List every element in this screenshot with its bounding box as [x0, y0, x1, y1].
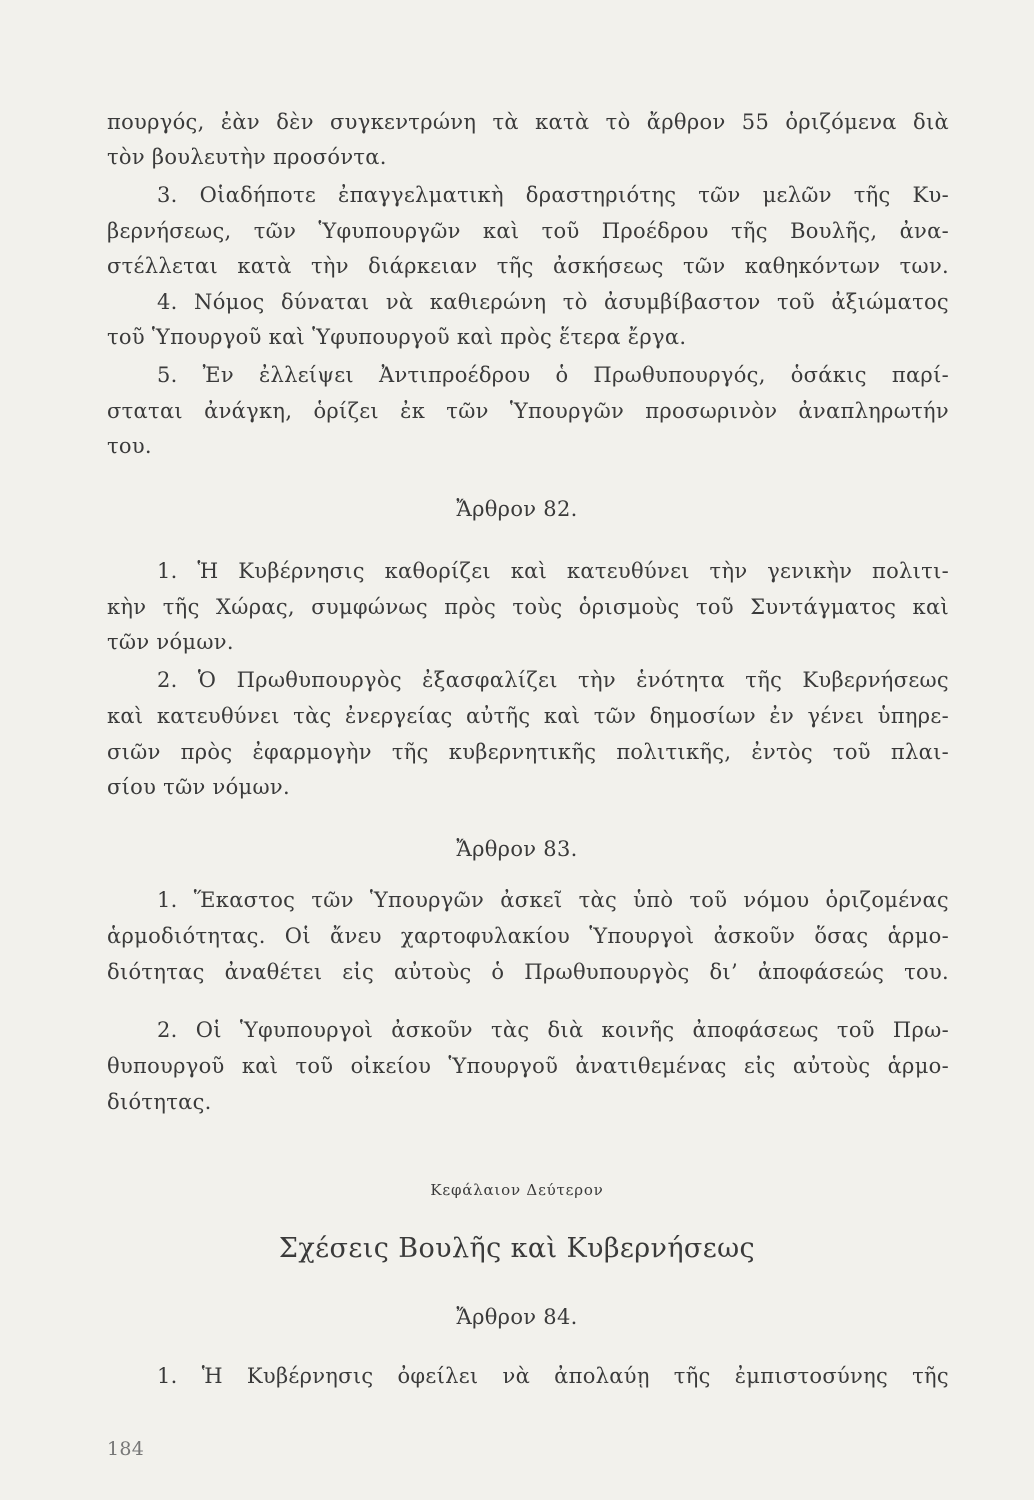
text-line: κὴν τῆς Χώρας, συμφώνως πρὸς τοὺς ὁρισμοὺς τοῦ Συντάγματος καὶ — [107, 595, 949, 619]
text-line: 2. Ὁ Πρωθυπουργὸς ἐξασφαλίζει τὴν ἑνότητα τῆς Κυβερνήσεως — [157, 668, 949, 692]
text-line: βερνήσεως, τῶν Ὑφυπουργῶν καὶ τοῦ Προέδρου τῆς Βουλῆς, ἀνα- — [107, 219, 949, 243]
text-line: 1. Ἡ Κυβέρνησις καθορίζει καὶ κατευθύνει τὴν γενικὴν πολιτι- — [157, 559, 949, 583]
chapter-label: Κεφάλαιον Δεύτερον — [430, 1181, 604, 1199]
page-number: 184 — [107, 1438, 145, 1460]
text-line: 4. Νόμος δύναται νὰ καθιερώνη τὸ ἀσυμβίβαστον τοῦ ἀξιώματος — [157, 290, 949, 314]
text-line: διότητας ἀναθέτει εἰς αὐτοὺς ὁ Πρωθυπουργὸς δι’ ἀποφάσεώς του. — [107, 960, 949, 984]
text-line: του. — [107, 434, 152, 458]
text-line: στέλλεται κατὰ τὴν διάρκειαν τῆς ἀσκήσεως τῶν καθηκόντων των. — [107, 254, 949, 278]
text-line: σίου τῶν νόμων. — [107, 775, 290, 799]
text-line: θυπουργοῦ καὶ τοῦ οἰκείου Ὑπουργοῦ ἀνατιθεμένας εἰς αὐτοὺς ἁρμο- — [107, 1054, 949, 1078]
text-line: 3. Οἱαδήποτε ἐπαγγελματικὴ δραστηριότης τῶν μελῶν τῆς Κυ- — [157, 183, 949, 207]
text-line: 5. Ἐν ἐλλείψει Ἀντιπροέδρου ὁ Πρωθυπουργός, ὁσάκις παρί- — [157, 363, 949, 387]
article-heading: Ἄρθρον 83. — [456, 837, 578, 861]
text-line: 1. Ἡ Κυβέρνησις ὀφείλει νὰ ἀπολαύῃ τῆς ἐμπιστοσύνης τῆς — [157, 1364, 949, 1388]
text-line: τὸν βουλευτὴν προσόντα. — [107, 145, 387, 169]
text-line: πουργός, ἐὰν δὲν συγκεντρώνη τὰ κατὰ τὸ ἄρθρον 55 ὁριζόμενα διὰ — [107, 110, 949, 134]
text-line: διότητας. — [107, 1090, 212, 1114]
article-heading: Ἄρθρον 82. — [456, 497, 578, 521]
article-heading: Ἄρθρον 84. — [456, 1305, 578, 1329]
text-line: τοῦ Ὑπουργοῦ καὶ Ὑφυπουργοῦ καὶ πρὸς ἕτερα ἔργα. — [107, 325, 687, 349]
text-line: σιῶν πρὸς ἐφαρμογὴν τῆς κυβερνητικῆς πολιτικῆς, ἐντὸς τοῦ πλαι- — [107, 740, 949, 764]
text-line: 1. Ἕκαστος τῶν Ὑπουργῶν ἀσκεῖ τὰς ὑπὸ τοῦ νόμου ὁριζομένας — [157, 888, 949, 912]
text-line: τῶν νόμων. — [107, 630, 234, 654]
text-line: 2. Οἱ Ὑφυπουργοὶ ἀσκοῦν τὰς διὰ κοινῆς ἀποφάσεως τοῦ Πρω- — [157, 1018, 949, 1042]
text-line: καὶ κατευθύνει τὰς ἐνεργείας αὐτῆς καὶ τῶν δημοσίων ἐν γένει ὑπηρε- — [107, 704, 949, 728]
chapter-title: Σχέσεις Βουλῆς καὶ Κυβερνήσεως — [278, 1233, 756, 1264]
text-line: σταται ἀνάγκη, ὁρίζει ἐκ τῶν Ὑπουργῶν προσωρινὸν ἀναπληρωτήν — [107, 399, 949, 423]
text-line: ἁρμοδιότητας. Οἱ ἄνευ χαρτοφυλακίου Ὑπουργοὶ ἀσκοῦν ὅσας ἁρμο- — [107, 924, 949, 948]
